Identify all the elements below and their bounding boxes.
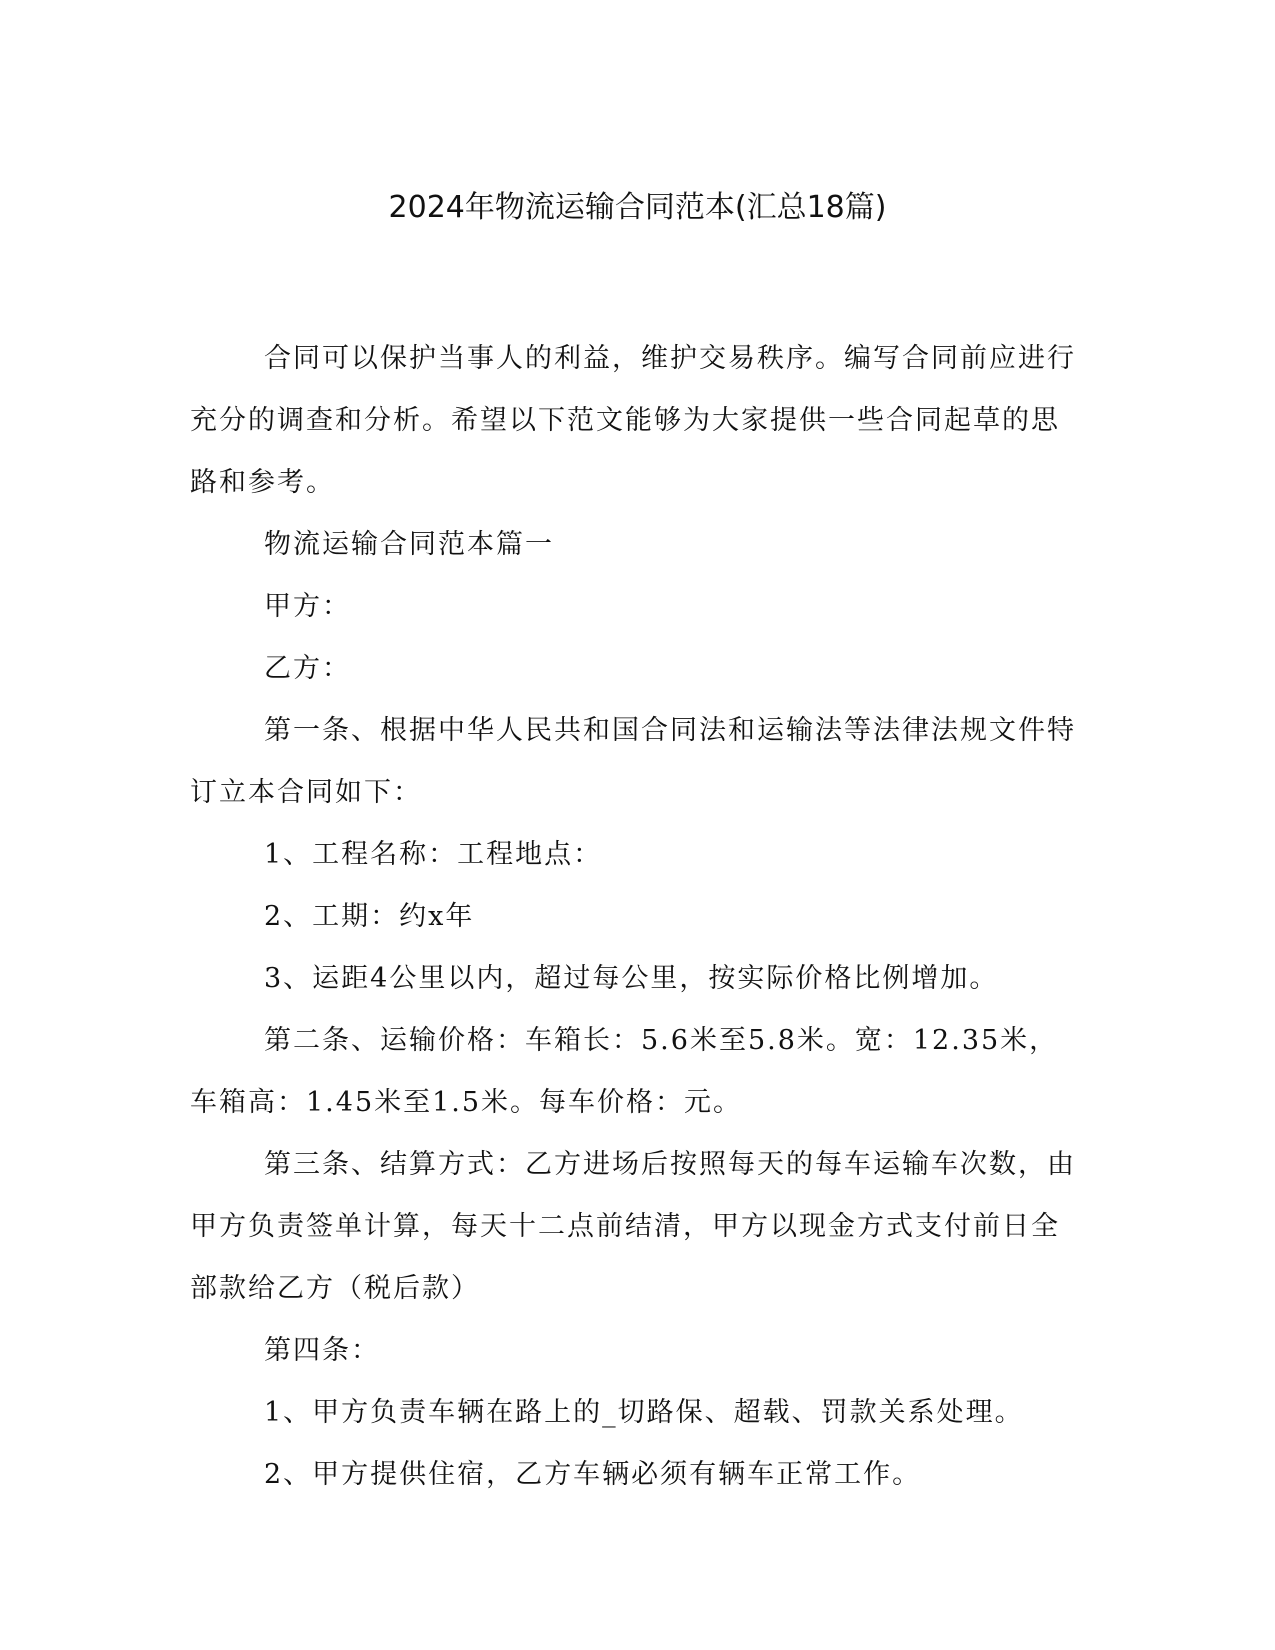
article-1-paragraph: 第一条、根据中华人民共和国合同法和运输法等法律法规文件特订立本合同如下： [190,715,1076,808]
clause-item: 1、甲方负责车辆在路上的_切路保、超载、罚款关系处理。 [264,1397,1024,1428]
article-4-heading: 第四条： [264,1335,380,1366]
article-2-paragraph: 第二条、运输价格：车箱长：5.6米至5.8米。宽：12.35米，车箱高：1.45米至1.5米。每车价格：元。 [190,1025,1059,1118]
clause-item: 2、甲方提供住宿，乙方车辆必须有辆车正常工作。 [264,1459,922,1490]
document-body [190,328,1080,1506]
clause-item: 3、运距4公里以内，超过每公里，按实际价格比例增加。 [264,963,999,994]
party-b-line: 乙方： [264,653,351,684]
party-a-line: 甲方： [264,591,351,622]
document-title: 2024年物流运输合同范本(汇总18篇) [388,190,887,225]
section-heading: 物流运输合同范本篇一 [264,529,554,560]
clause-item: 2、工期：约x年 [264,901,475,932]
article-3-paragraph: 第三条、结算方式：乙方进场后按照每天的每车运输车次数，由甲方负责签单计算，每天十二点前结清，甲方以现金方式支付前日全部款给乙方（税后款） [190,1149,1076,1304]
intro-paragraph: 合同可以保护当事人的利益，维护交易秩序。编写合同前应进行充分的调查和分析。希望以下范文能够为大家提供一些合同起草的思路和参考。 [190,343,1076,498]
clause-item: 1、工程名称：工程地点： [264,839,603,870]
